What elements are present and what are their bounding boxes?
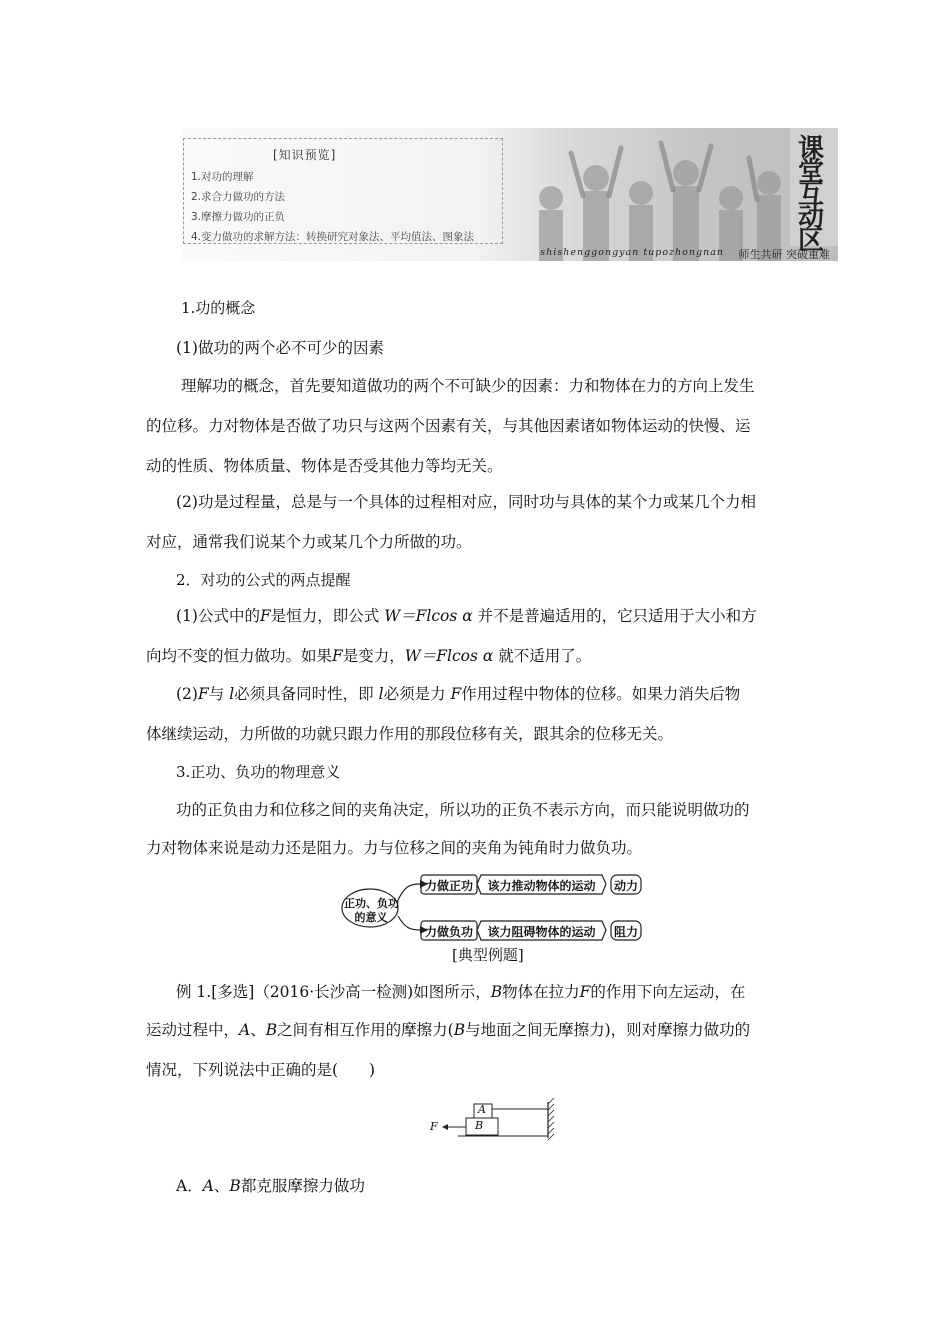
text-run: 必须具备同时性，即 [234, 685, 374, 703]
text-run: 是恒力，即公式 [270, 607, 380, 625]
text-run: 并不是普遍适用的，它只适用于大小和方 [477, 607, 757, 625]
side-title-char: 动 [798, 203, 825, 233]
diagram-positive-work: 力做正功 [424, 879, 473, 893]
formula: W＝Flcos α [404, 647, 494, 665]
side-title-char: 课 [798, 134, 825, 164]
paragraph-line: 力对物体来说是动力还是阻力。力与位移之间的夹角为钝角时力做负功。 [146, 839, 643, 857]
preview-item: 4.变力做功的求解方法：转换研究对象法、平均值法、图象法 [191, 231, 475, 243]
banner-motto: 师生共研 突破重难 [738, 248, 830, 261]
text-run: 与 [208, 685, 225, 703]
variable: B [229, 1177, 241, 1195]
option-letter: A． [176, 1177, 203, 1195]
text-run: 运动过程中， [146, 1021, 240, 1039]
text-run: 例 1.[多选]（2016·长沙高一检测)如图所示， [176, 983, 491, 1001]
diagram-negative-work: 力做负功 [424, 925, 473, 939]
text-run: (2) [176, 685, 198, 703]
preview-item: 2.求合力做功的方法 [191, 191, 286, 203]
preview-item: 3.摩擦力做功的正负 [191, 211, 286, 223]
question-line: 情况，下列说法中正确的是( ) [146, 1061, 376, 1079]
variable: l [378, 685, 384, 703]
crowd-photo [511, 128, 791, 261]
lesson-banner [181, 128, 838, 261]
text-run: 之间有相互作用的摩擦力( [277, 1021, 454, 1039]
side-title-char: 区 [798, 226, 825, 256]
diagram-positive-desc: 该力推动物体的运动 [487, 879, 596, 893]
variable: F [197, 685, 209, 703]
diagram-resisting-force: 阻力 [613, 925, 638, 939]
paragraph-line: 理解功的概念，首先要知道做功的两个不可缺少的因素：力和物体在力的方向上发生 [181, 377, 755, 395]
variable: B [490, 983, 503, 1001]
block-a-label: A [478, 1103, 486, 1116]
side-title-block [790, 128, 838, 256]
paragraph-line: 对应，通常我们说某个力或某几个力所做的功。 [146, 533, 472, 551]
paragraph-line: 动的性质、物体质量、物体是否受其他力等均无关。 [146, 457, 503, 475]
example-caption: [典型例题] [452, 946, 524, 964]
heading-1: 1.功的概念 [181, 299, 256, 317]
diagram-negative-desc: 该力阻碍物体的运动 [487, 925, 596, 939]
side-title-char: 堂 [798, 157, 825, 187]
question-line [176, 982, 745, 1002]
paragraph-line [176, 684, 740, 704]
text-run: 作用过程中物体的位移。如果力消失后物 [461, 685, 741, 703]
paragraph-line [146, 646, 591, 666]
preview-title: [知识预览] [273, 148, 337, 162]
text-run: 就不适用了。 [498, 647, 592, 665]
option-a[interactable] [176, 1176, 365, 1196]
text-run: 的作用下向左运动，在 [590, 983, 746, 1001]
variable: A [202, 1177, 214, 1195]
diagram-center-line1: 正功、负功 [344, 897, 399, 910]
variable: l [229, 685, 235, 703]
variable: F [450, 685, 462, 703]
variable: B [453, 1021, 466, 1039]
preview-item: 1.对功的理解 [191, 171, 254, 183]
heading-2: 2．对功的公式的两点提醒 [176, 571, 351, 589]
variable: A [239, 1021, 251, 1039]
block-figure [428, 1098, 558, 1144]
subheading-1-1: (1)做功的两个必不可少的因素 [176, 339, 384, 357]
paragraph-line: 的位移。力对物体是否做了功只与这两个因素有关，与其他因素诸如物体运动的快慢、运 [146, 417, 751, 435]
question-line [146, 1020, 750, 1040]
formula: W＝Flcos α [384, 607, 473, 625]
text-run: 是变力， [342, 647, 405, 665]
variable: B [265, 1021, 278, 1039]
text-run: (1)公式中的 [176, 607, 260, 625]
figure-drawing [428, 1098, 558, 1144]
block-b-label: B [475, 1119, 484, 1132]
text-run: 都克服摩擦力做功 [240, 1177, 365, 1195]
heading-3: 3.正功、负功的物理意义 [176, 763, 341, 781]
paragraph-line [176, 606, 757, 626]
paragraph-line: 体继续运动，力所做的功就只跟力作用的那段位移有关，跟其余的位移无关。 [146, 725, 674, 743]
diagram-center-line2: 的意义 [354, 911, 388, 924]
paragraph-line: (2)功是过程量，总是与一个具体的过程相对应，同时功与具体的某个力或某几个力相 [176, 493, 756, 511]
variable: F [332, 647, 343, 665]
text-run: 向均不变的恒力做功。如果 [146, 647, 333, 665]
concept-diagram [340, 870, 645, 942]
diagram-driving-force: 动力 [613, 879, 638, 893]
text-run: 必须是力 [383, 685, 446, 703]
banner-pinyin: shishenggongyan tupozhongnan [540, 247, 724, 258]
side-title-char: 互 [798, 180, 825, 210]
text-run: 、 [213, 1177, 230, 1195]
text-run: 物体在拉力 [502, 983, 580, 1001]
text-run: 、 [250, 1021, 266, 1039]
variable: F [259, 607, 271, 625]
paragraph-line: 功的正负由力和位移之间的夹角决定，所以功的正负不表示方向，而只能说明做功的 [176, 801, 750, 819]
force-f-label: F [430, 1120, 438, 1133]
text-run: 与地面之间无摩擦力)，则对摩擦力做功的 [465, 1021, 751, 1039]
variable: F [579, 983, 591, 1001]
